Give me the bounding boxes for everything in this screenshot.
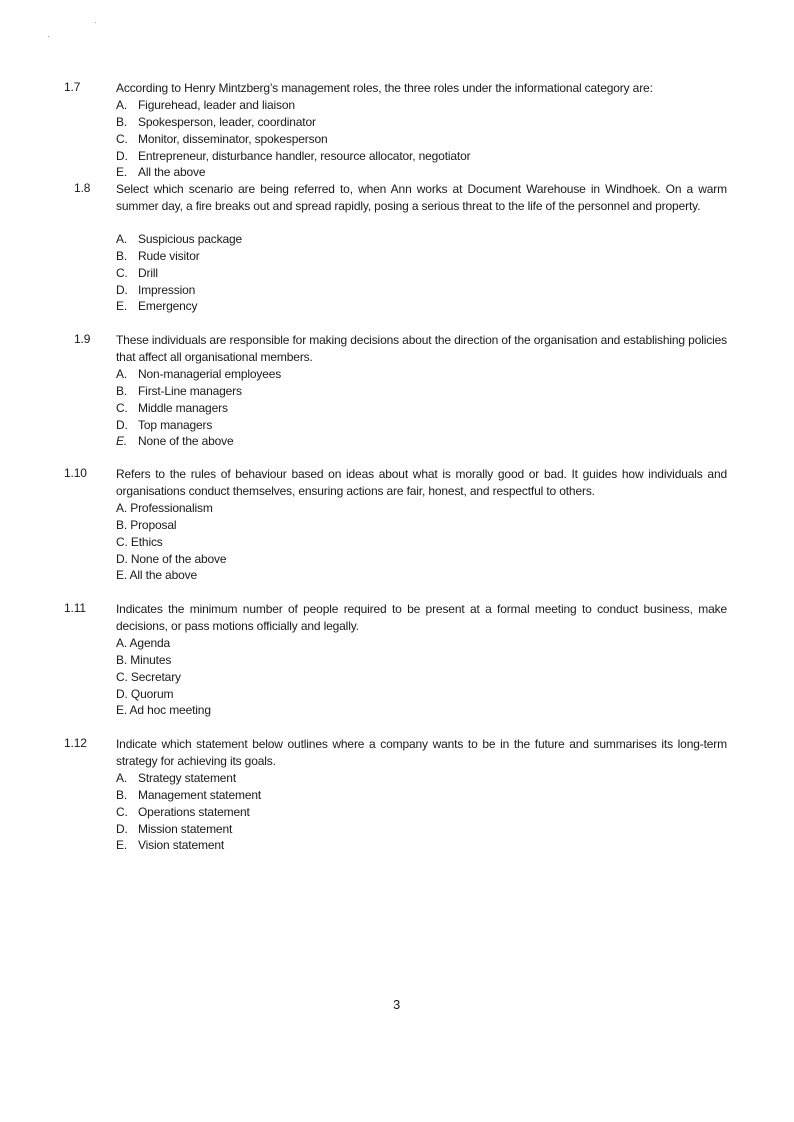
- question-stem: Refers to the rules of behaviour based on ideas about what is morally good or bad. It guides how individuals and organisations conduct themselves, ensuring actions are fair, honest, and respectful to others.: [116, 467, 727, 498]
- options-list: [116, 500, 226, 584]
- option-letter: B.: [116, 383, 128, 398]
- question-number: 1.12: [64, 736, 87, 750]
- option-e: E. Ad hoc meeting: [116, 703, 211, 718]
- option-c: C. Secretary: [116, 669, 181, 684]
- option-text: Figurehead, leader and liaison: [138, 98, 295, 112]
- option-text: Top managers: [138, 417, 213, 432]
- question-stem: According to Henry Mintzberg’s management roles, the three roles under the informational category are:: [116, 81, 653, 95]
- question-stem: Select which scenario are being referred to, when Ann works at Document Warehouse in Windhoek. On a warm summer day, a fire breaks out and spread rapidly, posing a serious threat to the life of the personnel and property.: [116, 182, 727, 213]
- option-c: [116, 131, 470, 148]
- option-text: Operations statement: [138, 804, 250, 819]
- option-letter: E.: [116, 165, 128, 180]
- question-number: 1.8: [74, 181, 91, 195]
- option-b: B. Proposal: [116, 517, 177, 532]
- question-number: 1.10: [64, 466, 87, 480]
- option-letter: C.: [116, 265, 128, 280]
- option-text: None of the above: [138, 434, 234, 449]
- option-e: [116, 837, 261, 854]
- scan-speck: [95, 22, 96, 23]
- options-list: [116, 366, 281, 450]
- option-letter: B.: [116, 787, 128, 802]
- option-letter: E.: [116, 838, 128, 853]
- option-text: First-Line managers: [138, 383, 242, 398]
- option-a: [116, 770, 261, 787]
- option-d: D. None of the above: [116, 551, 227, 566]
- option-text: Non-managerial employees: [138, 367, 282, 381]
- option-letter: B.: [116, 114, 128, 129]
- options-list: [116, 635, 211, 719]
- option-c: [116, 400, 281, 417]
- option-letter: C.: [116, 804, 128, 819]
- option-text: Entrepreneur, disturbance handler, resource allocator, negotiator: [138, 148, 471, 163]
- option-text: All the above: [138, 165, 206, 180]
- option-d: [116, 821, 261, 838]
- page-number: 3: [393, 997, 401, 1012]
- option-text: Mission statement: [138, 821, 233, 836]
- option-text: Monitor, disseminator, spokesperson: [138, 131, 328, 146]
- option-text: Strategy statement: [138, 771, 237, 785]
- option-text: Spokesperson, leader, coordinator: [138, 114, 316, 129]
- option-letter: E.: [116, 434, 128, 449]
- option-b: [116, 114, 470, 131]
- option-letter: C.: [116, 131, 128, 146]
- option-letter: E.: [116, 299, 128, 314]
- option-letter: D.: [116, 417, 128, 432]
- option-text: Impression: [138, 282, 196, 297]
- option-c: [116, 804, 261, 821]
- option-text: Emergency: [138, 299, 198, 314]
- option-e: [116, 164, 470, 181]
- option-letter: D.: [116, 282, 128, 297]
- option-a: [116, 231, 242, 248]
- option-text: Suspicious package: [138, 232, 243, 246]
- option-letter: B.: [116, 248, 128, 263]
- question-number: 1.9: [74, 332, 91, 346]
- option-b: [116, 383, 281, 400]
- option-text: Drill: [138, 265, 158, 280]
- option-d: [116, 282, 242, 299]
- option-text: Middle managers: [138, 400, 228, 415]
- options-list: [116, 97, 470, 181]
- option-text: Management statement: [138, 787, 262, 802]
- option-a: [116, 366, 281, 383]
- option-letter: C.: [116, 400, 128, 415]
- scan-speck: [48, 36, 49, 37]
- option-letter: A.: [116, 367, 128, 381]
- question-number: 1.7: [64, 80, 81, 94]
- option-a: A. Professionalism: [116, 501, 213, 515]
- option-d: [116, 148, 470, 165]
- option-b: [116, 248, 242, 265]
- option-letter: D.: [116, 148, 128, 163]
- option-text: Rude visitor: [138, 248, 200, 263]
- option-e: [116, 433, 281, 450]
- option-letter: D.: [116, 821, 128, 836]
- option-e: [116, 298, 242, 315]
- options-list: [116, 231, 242, 315]
- question-number: 1.11: [64, 601, 86, 615]
- question-stem: These individuals are responsible for making decisions about the direction of the organisation and establishing policies that affect all organisational members.: [116, 333, 727, 364]
- option-e: E. All the above: [116, 568, 197, 583]
- option-letter: A.: [116, 232, 128, 246]
- option-d: [116, 417, 281, 434]
- option-letter: A.: [116, 771, 128, 785]
- option-c: [116, 265, 242, 282]
- option-b: B. Minutes: [116, 652, 172, 667]
- option-d: D. Quorum: [116, 686, 174, 701]
- option-a: [116, 97, 470, 114]
- question-stem: Indicates the minimum number of people required to be present at a formal meeting to conduct business, make decisions, or pass motions officially and legally.: [116, 602, 727, 633]
- option-b: [116, 787, 261, 804]
- option-letter: A.: [116, 98, 128, 112]
- option-a: A. Agenda: [116, 636, 171, 650]
- question-stem: Indicate which statement below outlines where a company wants to be in the future and summarises its long-term strategy for achieving its goals.: [116, 737, 727, 768]
- options-list: [116, 770, 261, 854]
- option-c: C. Ethics: [116, 534, 163, 549]
- option-text: Vision statement: [138, 838, 225, 853]
